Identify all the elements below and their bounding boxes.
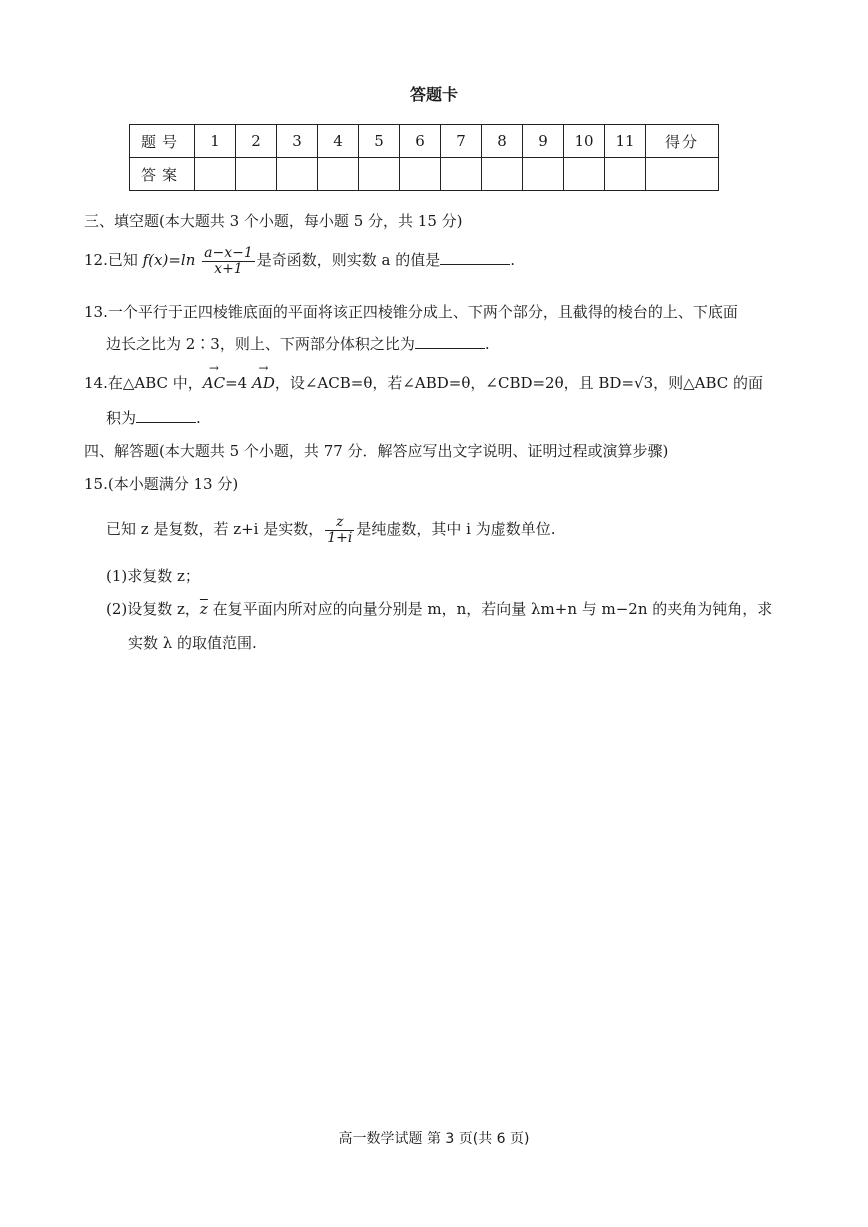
question-number: 4 (318, 125, 359, 158)
answer-table (129, 124, 719, 191)
q12-function: f(x)=ln (142, 251, 201, 270)
q15-fraction (325, 515, 354, 545)
answer-cell[interactable] (318, 158, 359, 191)
q15-stem-b: 是纯虚数，其中 i 为虚数单位. (356, 520, 556, 539)
q15-denominator: 1+i (327, 529, 353, 546)
answer-cell[interactable] (195, 158, 236, 191)
question-number: 11 (605, 125, 646, 158)
q14-text: 积为 (106, 409, 137, 427)
answer-cell[interactable] (359, 158, 400, 191)
q13-end: . (484, 335, 490, 353)
question-number: 2 (236, 125, 277, 158)
question-13-line1: 13.一个平行于正四棱锥底面的平面将该正四棱锥分成上、下两个部分，且截得的棱台的上、下底面 (84, 303, 738, 321)
answer-cell[interactable] (523, 158, 564, 191)
q12-end: . (510, 251, 516, 270)
q14-part2: =4 (225, 374, 252, 392)
answer-cell[interactable] (236, 158, 277, 191)
question-15-stem (106, 515, 555, 545)
q15-stem-a: 已知 z 是复数，若 z+i 是实数， (106, 520, 324, 539)
q15-numerator: z (325, 515, 354, 531)
question-12 (84, 246, 515, 276)
q14-end: . (196, 409, 201, 427)
table-row (130, 125, 719, 158)
page-footer: 高一数学试题 第 3 页(共 6 页) (338, 1131, 530, 1147)
question-number: 9 (523, 125, 564, 158)
question-14-line2 (106, 407, 201, 428)
answer-cell[interactable] (605, 158, 646, 191)
question-number-label: 题号 (130, 125, 195, 158)
q12-prefix: 12.已知 (84, 251, 143, 270)
answer-cell[interactable] (564, 158, 605, 191)
question-number: 5 (359, 125, 400, 158)
score-label: 得分 (646, 125, 719, 158)
section-solution-heading: 四、解答题(本大题共 5 个小题，共 77 分．解答应写出文字说明、证明过程或演算步骤) (84, 442, 669, 460)
q12-answer-blank[interactable] (440, 250, 510, 265)
q14-part3: ，设∠ACB=θ，若∠ABD=θ，∠CBD=2θ，且 BD=√3，则△ABC 的面 (274, 374, 764, 392)
question-number: 7 (441, 125, 482, 158)
conjugate-z: $\overline{z}$ (199, 600, 208, 618)
q12-fraction (202, 246, 255, 276)
q14-answer-blank[interactable] (136, 408, 196, 423)
table-row (130, 158, 719, 191)
answer-label: 答案 (130, 158, 195, 191)
q13-text: 边长之比为 2∶3，则上、下两部分体积之比为 (106, 335, 415, 353)
answer-cell[interactable] (277, 158, 318, 191)
q12-numerator: a−x−1 (204, 245, 253, 261)
vector-ad: → AD (252, 374, 275, 392)
q14-part1: 14.在△ABC 中， (84, 374, 203, 392)
question-number: 8 (482, 125, 523, 158)
question-13-line2 (106, 333, 490, 354)
question-15-part1: (1)求复数 z； (106, 567, 200, 585)
question-15-part2-line1 (106, 598, 772, 619)
question-14-line1 (84, 372, 763, 393)
section-fill-in-heading: 三、填空题(本大题共 3 个小题，每小题 5 分，共 15 分) (84, 212, 463, 230)
q15-part2-b: 在复平面内所对应的向量分别是 m，n，若向量 λm+n 与 m−2n 的夹角为钝角，求 (207, 600, 773, 618)
q12-suffix: 是奇函数，则实数 a 的值是 (256, 251, 441, 270)
answer-cell[interactable] (400, 158, 441, 191)
question-number: 3 (277, 125, 318, 158)
q15-part2-a: (2)设复数 z， (106, 600, 200, 618)
question-15-part2-line2: 实数 λ 的取值范围. (128, 634, 257, 652)
question-15-heading: 15.(本小题满分 13 分) (84, 475, 239, 493)
question-number: 10 (564, 125, 605, 158)
answer-sheet-title: 答题卡 (409, 85, 458, 104)
question-number: 1 (195, 125, 236, 158)
vector-ac: → AC (203, 374, 225, 392)
q12-denominator: x+1 (214, 260, 243, 277)
question-number: 6 (400, 125, 441, 158)
q13-answer-blank[interactable] (415, 334, 485, 349)
answer-cell[interactable] (441, 158, 482, 191)
answer-cell[interactable] (482, 158, 523, 191)
score-cell[interactable] (646, 158, 719, 191)
